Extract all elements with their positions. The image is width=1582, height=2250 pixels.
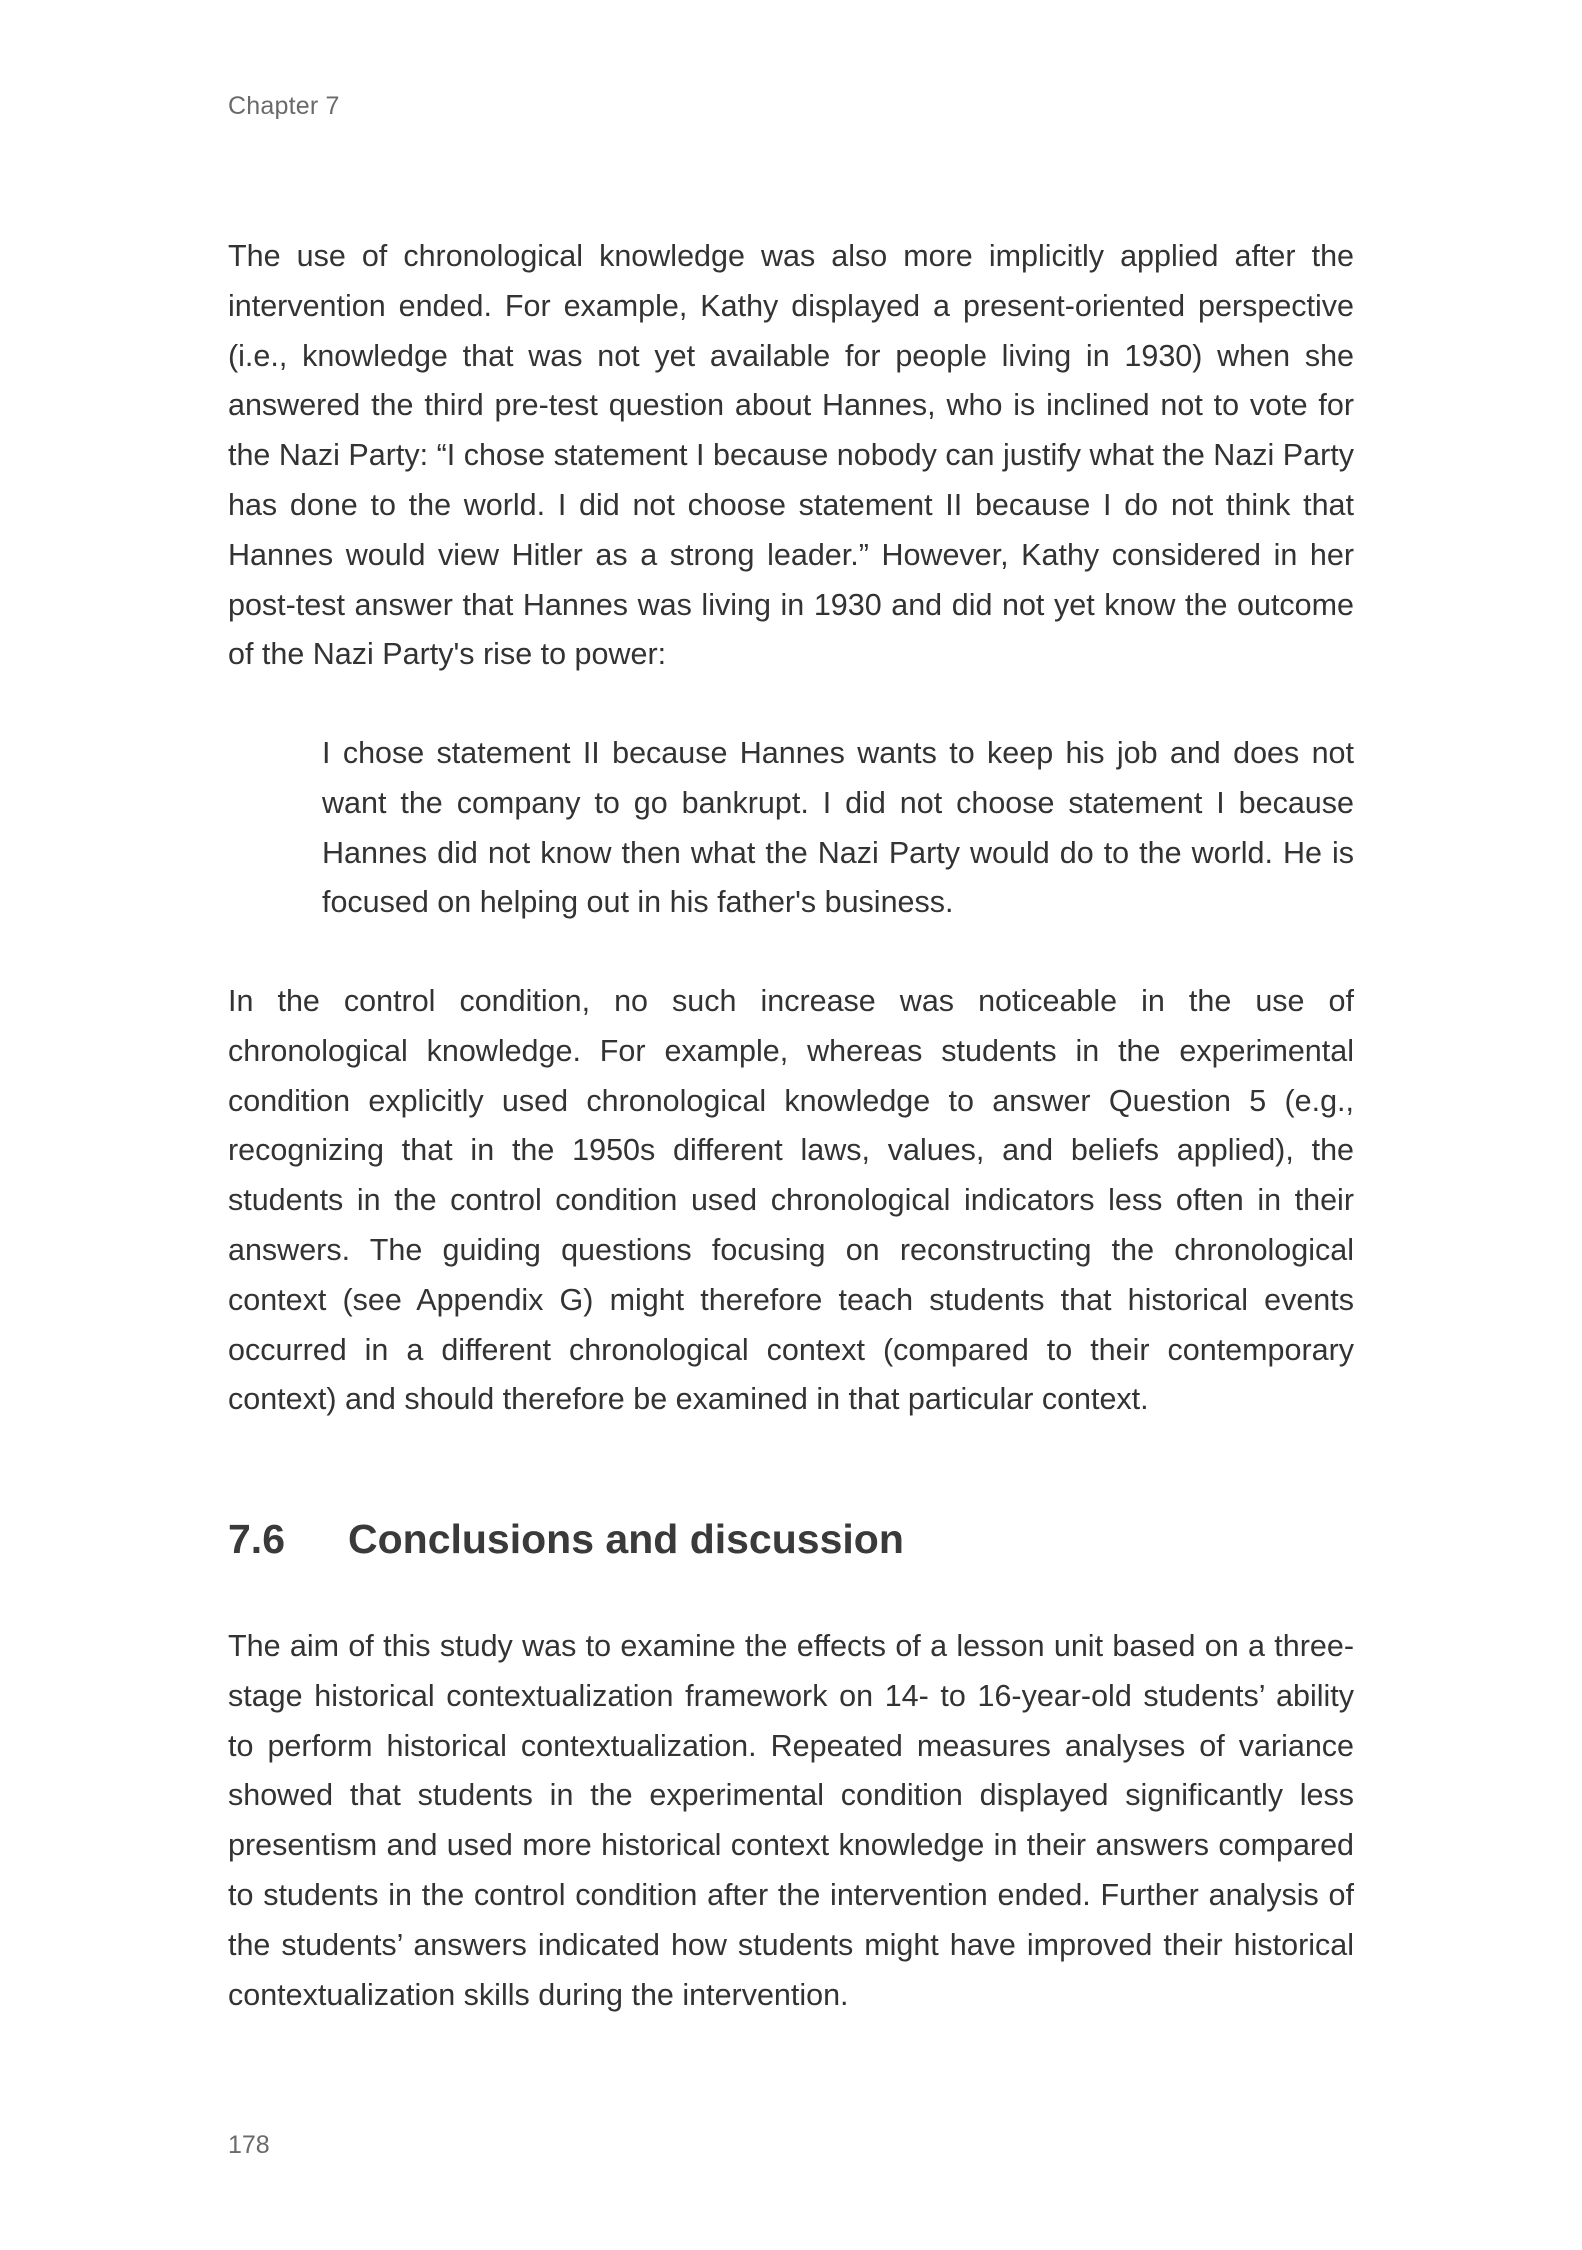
- section-number: 7.6: [228, 1516, 285, 1562]
- running-head: Chapter 7: [228, 92, 340, 120]
- section-heading: [228, 1516, 904, 1563]
- section-title: Conclusions and discussion: [348, 1516, 904, 1562]
- page-number: 178: [228, 2131, 270, 2159]
- body-paragraph-chronological-knowledge: The use of chronological knowledge was also more implicitly applied after the intervention ended. For example, Kathy displayed a present-oriented perspective (i.e., knowledge that was not yet available for people living in 1930) when she answered the third pre-test question about Hannes, who is inclined not to vote for the Nazi Party: “I chose statement I because nobody can justify what the Nazi Party has done to the world. I did not choose statement II because I do not think that Hannes would view Hitler as a strong leader.” However, Kathy considered in her post-test answer that Hannes was living in 1930 and did not yet know the outcome of the Nazi Party's rise to power:: [228, 239, 1354, 672]
- body-paragraph-study-aim: The aim of this study was to examine the effects of a lesson unit based on a three-stage historical contextualization framework on 14- to 16-year-old students’ ability to perform historical contextualization. Repeated measures analyses of variance showed that students in the experimental condition displayed significantly less presentism and used more historical context knowledge in their answers compared to students in the control condition after the intervention ended. Further analysis of the students’ answers indicated how students might have improved their historical contextualization skills during the intervention.: [228, 1629, 1354, 2012]
- body-paragraph-control-condition: In the control condition, no such increase was noticeable in the use of chronological knowledge. For example, whereas students in the experimental condition explicitly used chronological knowledge to answer Question 5 (e.g., recognizing that in the 1950s different laws, values, and beliefs applied), the students in the control condition used chronological indicators less often in their answers. The guiding questions focusing on reconstructing the chronological context (see Appendix G) might therefore teach students that historical events occurred in a different chronological context (compared to their contemporary context) and should therefore be examined in that particular context.: [228, 984, 1354, 1417]
- block-quote-kathy-answer: I chose statement II because Hannes wants to keep his job and does not want the company to go bankrupt. I did not choose statement I because Hannes did not know then what the Nazi Party would do to the world. He is focused on helping out in his father's business.: [322, 736, 1354, 920]
